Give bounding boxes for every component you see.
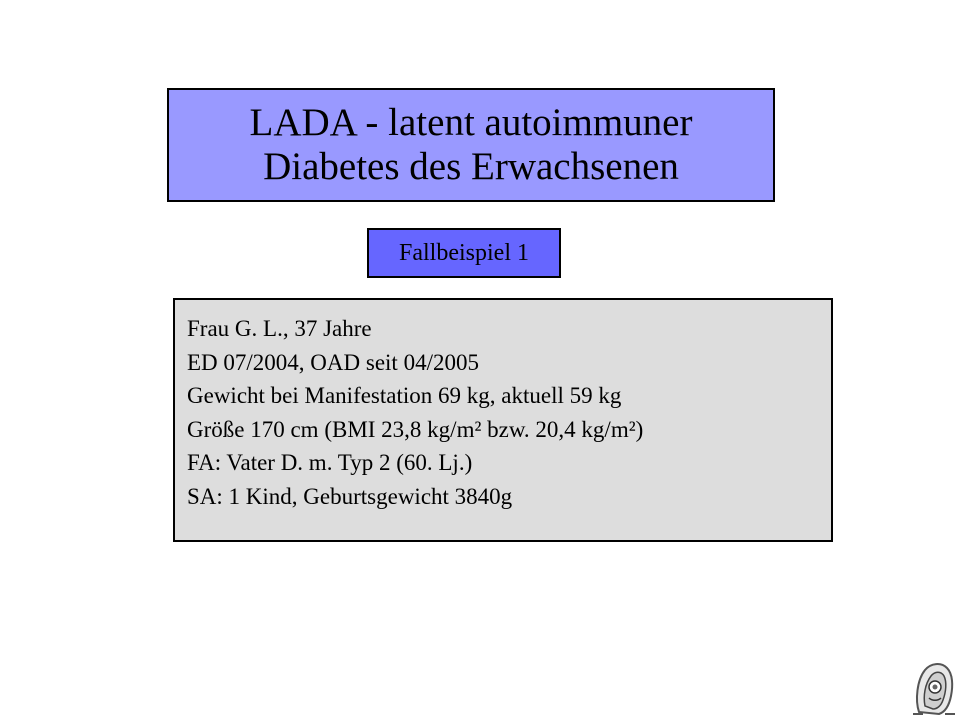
slide-title-box bbox=[167, 88, 775, 202]
patient-info-line: SA: 1 Kind, Geburtsgewicht 3840g bbox=[187, 483, 513, 509]
institution-logo-icon bbox=[911, 660, 957, 716]
slide-title-line-1: LADA - latent autoimmuner bbox=[249, 101, 693, 144]
patient-info-line: Gewicht bei Manifestation 69 kg, aktuell 59 kg bbox=[187, 383, 622, 409]
patient-info-box bbox=[173, 298, 833, 542]
patient-info-line: ED 07/2004, OAD seit 04/2005 bbox=[187, 349, 479, 375]
patient-info-line: FA: Vater D. m. Typ 2 (60. Lj.) bbox=[187, 450, 473, 476]
case-label-badge: Fallbeispiel 1 bbox=[367, 228, 561, 278]
patient-info-line: Größe 170 cm (BMI 23,8 kg/m² bzw. 20,4 kg/m²) bbox=[187, 416, 644, 442]
patient-info-line: Frau G. L., 37 Jahre bbox=[187, 316, 372, 341]
slide-title-line-2: Diabetes des Erwachsenen bbox=[263, 145, 679, 188]
